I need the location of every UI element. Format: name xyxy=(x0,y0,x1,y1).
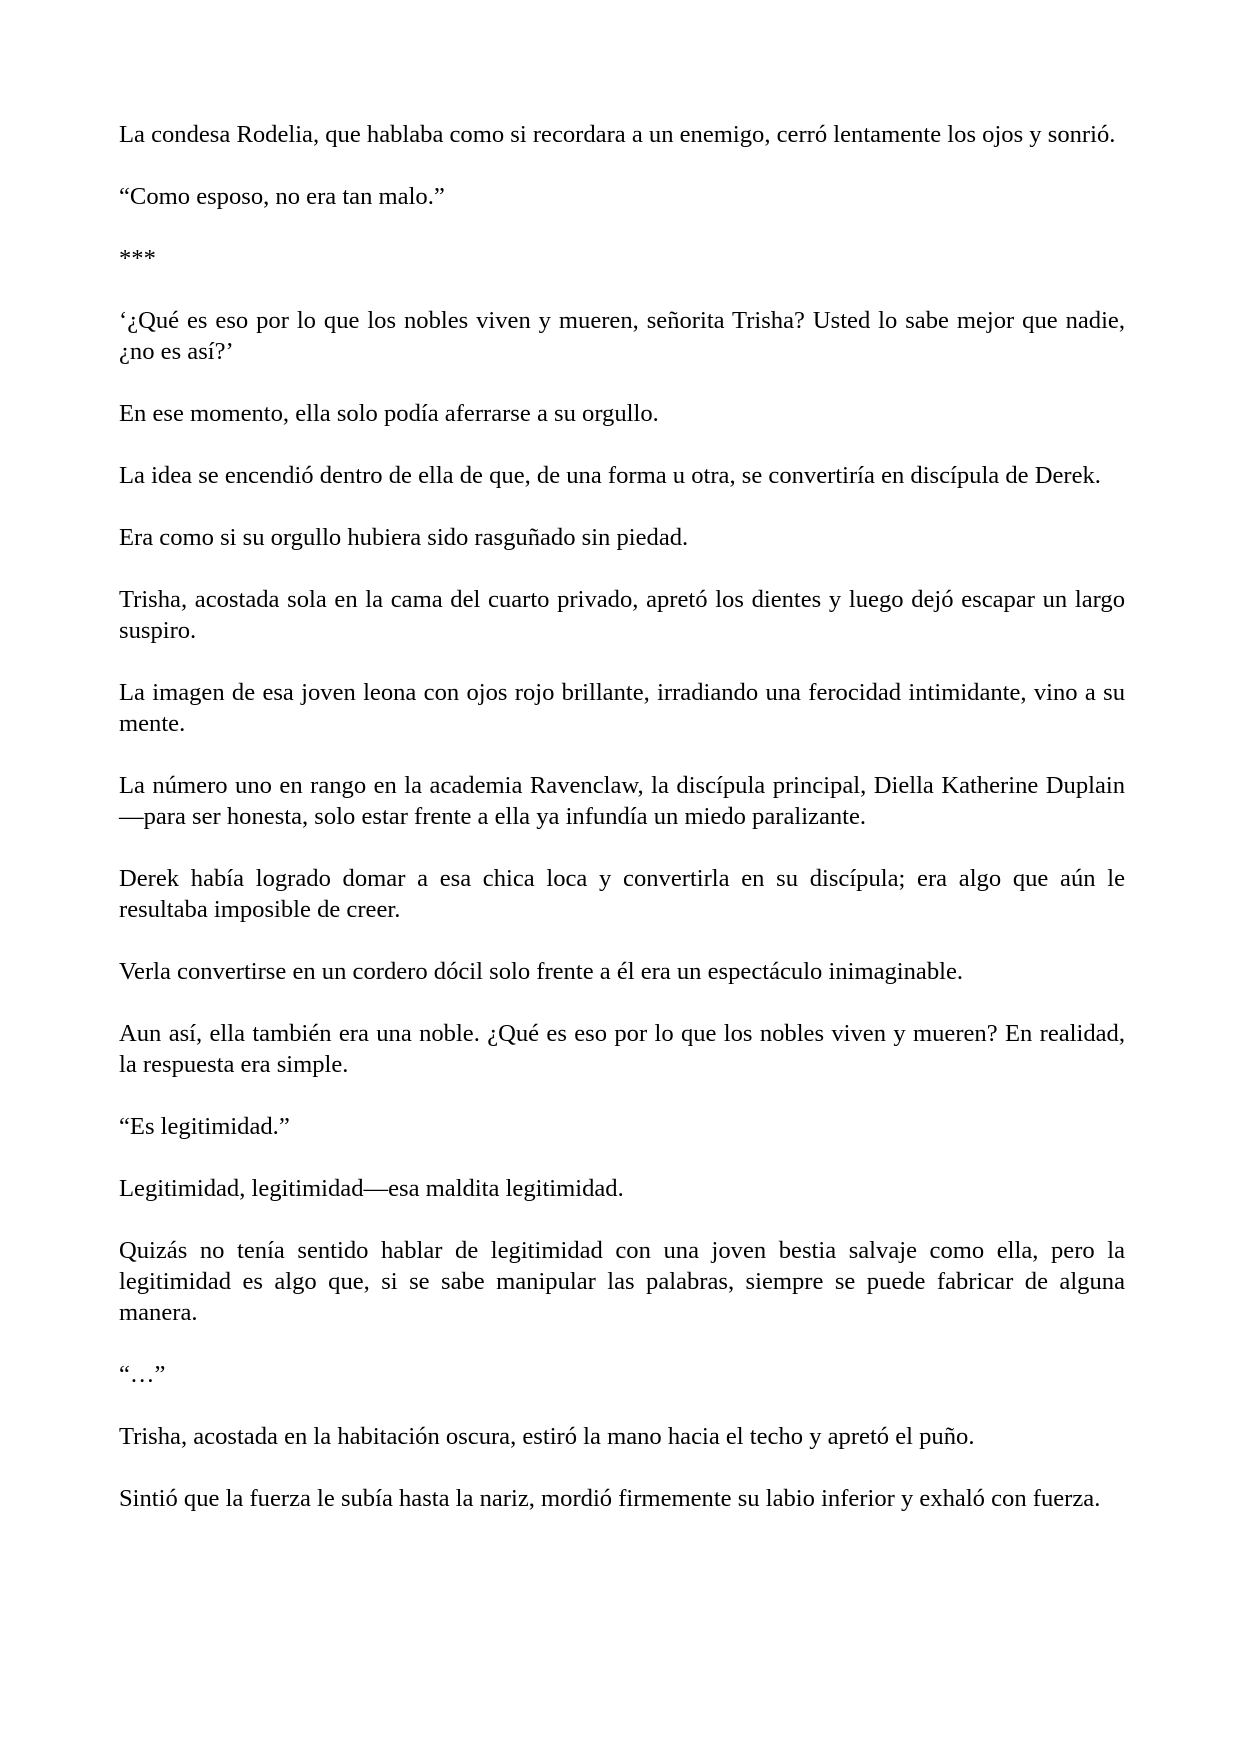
paragraph: Sintió que la fuerza le subía hasta la nariz, mordió firmemente su labio inferior y exhaló con fuerza. xyxy=(119,1485,1101,1512)
paragraph: “Es legitimidad.” xyxy=(119,1113,290,1140)
paragraph: Trisha, acostada en la habitación oscura, estiró la mano hacia el techo y apretó el puño. xyxy=(119,1423,975,1450)
paragraph: Trisha, acostada sola en la cama del cuarto privado, apretó los dientes y luego dejó escapar un largo suspiro. xyxy=(119,586,1125,644)
paragraph: La idea se encendió dentro de ella de que, de una forma u otra, se convertiría en discípula de Derek. xyxy=(119,462,1101,489)
paragraph: “…” xyxy=(119,1361,166,1388)
paragraph: Verla convertirse en un cordero dócil solo frente a él era un espectáculo inimaginable. xyxy=(119,958,964,985)
paragraph: “Como esposo, no era tan malo.” xyxy=(119,183,445,210)
paragraph: La condesa Rodelia, que hablaba como si recordara a un enemigo, cerró lentamente los ojos y sonrió. xyxy=(119,121,1116,148)
paragraph: En ese momento, ella solo podía aferrarse a su orgullo. xyxy=(119,400,659,427)
paragraph: La imagen de esa joven leona con ojos rojo brillante, irradiando una ferocidad intimidante, vino a su mente. xyxy=(119,679,1125,737)
paragraph: Aun así, ella también era una noble. ¿Qué es eso por lo que los nobles viven y mueren? En realidad, la respuesta era simple. xyxy=(119,1020,1125,1078)
paragraph: ‘¿Qué es eso por lo que los nobles viven y mueren, señorita Trisha? Usted lo sabe mejor que nadie, ¿no es así?’ xyxy=(119,307,1125,365)
paragraph: Quizás no tenía sentido hablar de legitimidad con una joven bestia salvaje como ella, pero la legitimidad es algo que, si se sabe manipular las palabras, siempre se puede fabricar de alguna manera. xyxy=(119,1237,1125,1326)
paragraph: Era como si su orgullo hubiera sido rasguñado sin piedad. xyxy=(119,524,689,551)
paragraph: Legitimidad, legitimidad—esa maldita legitimidad. xyxy=(119,1175,624,1202)
paragraph: Derek había logrado domar a esa chica loca y convertirla en su discípula; era algo que aún le resultaba imposible de creer. xyxy=(119,865,1125,923)
paragraph: La número uno en rango en la academia Ravenclaw, la discípula principal, Diella Katherine Duplain—para ser honesta, solo estar frente a ella ya infundía un miedo paralizante. xyxy=(119,772,1125,830)
section-separator: *** xyxy=(119,245,156,272)
